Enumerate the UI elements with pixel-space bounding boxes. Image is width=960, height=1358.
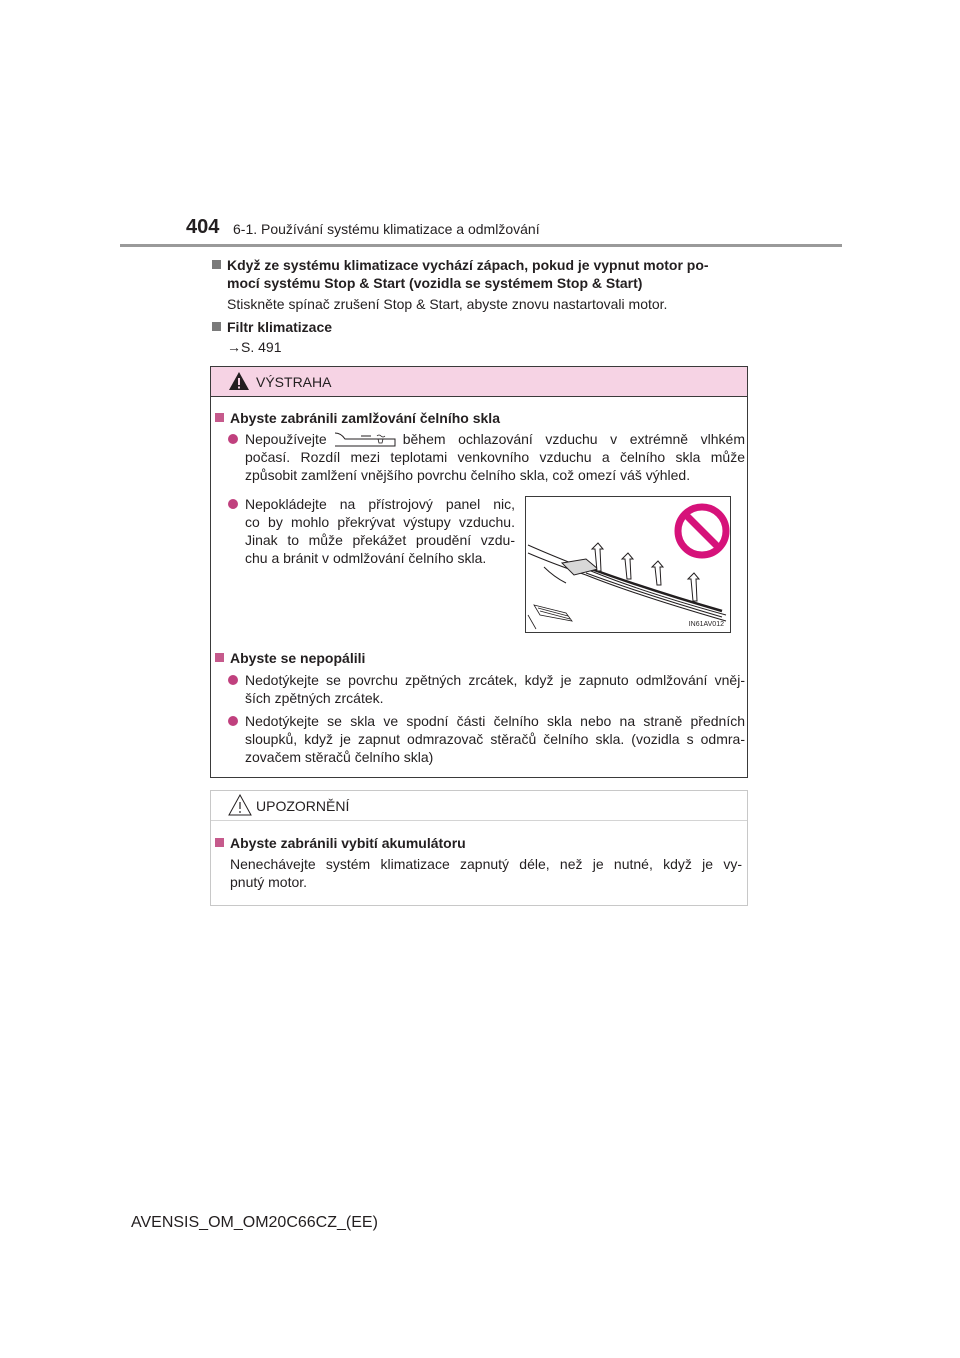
notice-body: Nenechávejte systém klimatizace zapnutý déle, než je nutné, když je vy- pnutý motor. [230, 856, 742, 890]
warning-box: VÝSTRAHA Abyste zabránili zamlžování čelního skla Nepoužívejte během ochlazování vzduchu v extrémně vlhkém počasí. Rozdíl mezi teplotami venkovního vzduchu a čelního skla může způsobit zamlžení vnějšího povrchu čelního skla, což omezí váš výhled. Nepokládejte na přístrojový panel nic, co by mohlo překrývat výstupy vzduchu. Jinak to může překážet proudění vzdu- chu a bránit v odmlžování čelního skla. Abyste se nepopálili Nedotýkejte se povrchu zpětných zrcátek, když je zapnuto odmlžování vněj- ších zpětných zrcátek. Nedotýkejte se skla ve spodní části čelního skla nebo na straně předních sloupků, když je zapnut odmrazovač stěračů čelního skla. (vozidla s odmra- zovačem stěračů čelního skla) [210, 366, 748, 778]
notice-title: Abyste zabránili vybití akumulátoru [215, 834, 466, 852]
dashboard-illustration-drawing [526, 497, 730, 632]
stop-start-title-cont: mocí systému Stop & Start (vozidla se systémem Stop & Start) [227, 275, 643, 291]
filter-page-ref[interactable]: →S. 491 [227, 339, 282, 355]
section-square-icon [215, 838, 224, 847]
notice-header [211, 791, 747, 821]
fog-title: Abyste zabránili zamlžování čelního skla [215, 409, 500, 427]
notice-label: UPOZORNĚNÍ [256, 798, 350, 814]
bullet-icon [228, 499, 238, 509]
header-rule [120, 244, 842, 247]
bullet-icon [228, 434, 238, 444]
prohibition-icon [678, 507, 726, 555]
defogger-button-icon [333, 430, 397, 448]
burns-title: Abyste se nepopálili [215, 649, 365, 667]
dashboard-vents-illustration [525, 496, 731, 633]
bullet-icon [228, 675, 238, 685]
bullet-icon [228, 716, 238, 726]
page-number: 404 [186, 216, 220, 238]
document-code: AVENSIS_OM_OM20C66CZ_(EE) [131, 1214, 378, 1231]
warning-header [211, 367, 747, 397]
section-square-icon [215, 653, 224, 662]
stop-start-title: Když ze systému klimatizace vychází zápach, pokud je vypnut motor po- [212, 256, 709, 274]
notice-triangle-icon [228, 794, 252, 816]
section-square-icon [215, 413, 224, 422]
section-square-icon [212, 260, 221, 269]
notice-box [210, 790, 748, 906]
warning-label: VÝSTRAHA [256, 374, 332, 390]
illustration-code: IN61AV012 [688, 621, 724, 628]
chapter-title: 6-1. Používání systému klimatizace a odmlžování [233, 221, 540, 237]
stop-start-body: Stiskněte spínač zrušení Stop & Start, abyste znovu nastartovali motor. [227, 296, 668, 312]
section-square-icon [212, 322, 221, 331]
filter-title: Filtr klimatizace [212, 318, 332, 336]
warning-triangle-icon [228, 371, 250, 391]
